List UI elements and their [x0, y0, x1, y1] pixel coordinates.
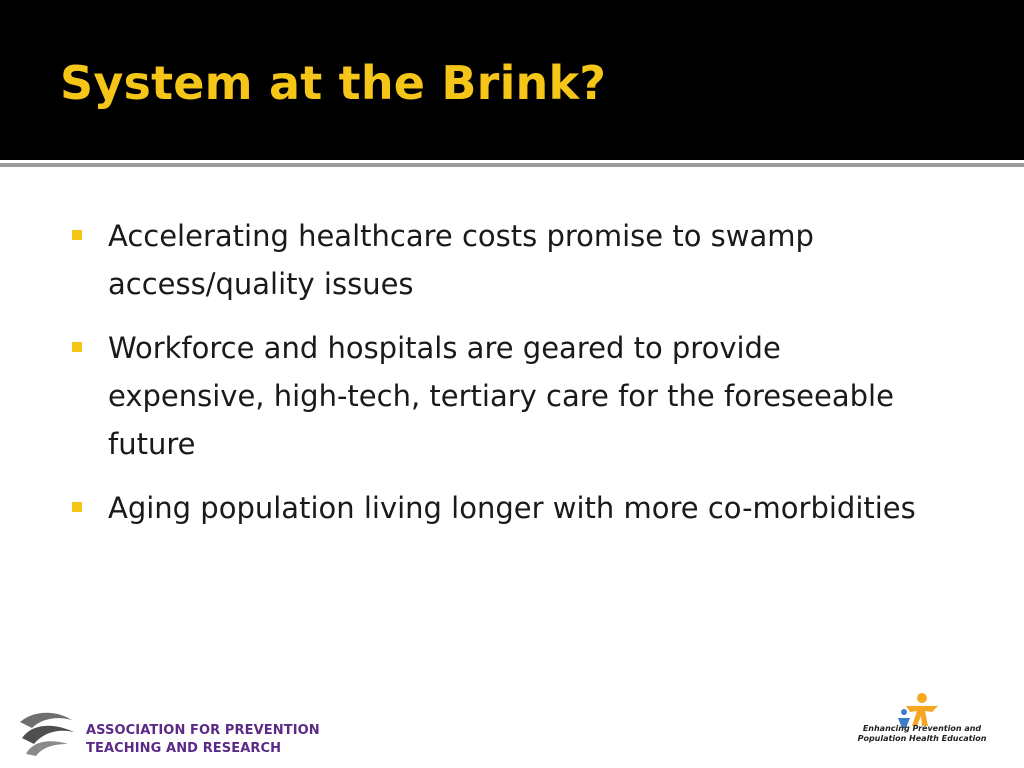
- ephe-footer-logo: [852, 690, 992, 756]
- slide-title: System at the Brink?: [60, 56, 607, 110]
- apt-org-line1: ASSOCIATION FOR PREVENTION: [86, 723, 320, 738]
- ephe-tagline: [852, 724, 992, 744]
- bullet-item: [72, 324, 932, 468]
- bullet-item: [72, 212, 932, 308]
- bullet-text: Workforce and hospitals are geared to provide expensive, high-tech, tertiary care for the foreseeable future: [108, 331, 894, 461]
- bullet-list: [72, 212, 932, 548]
- ephe-tagline-line2: Population Health Education: [857, 734, 987, 743]
- apt-swirl-logo: [16, 708, 78, 758]
- square-bullet-icon: [72, 230, 82, 240]
- apt-org-name: [86, 722, 320, 758]
- bullet-text: Aging population living longer with more co-morbidities: [108, 491, 916, 525]
- square-bullet-icon: [72, 342, 82, 352]
- ephe-tagline-line1: Enhancing Prevention and: [862, 724, 982, 733]
- title-divider-gray: [0, 163, 1024, 167]
- title-bar: [0, 0, 1024, 160]
- apt-footer-logo: [16, 708, 356, 758]
- bullet-item: [72, 484, 932, 532]
- bullet-text: Accelerating healthcare costs promise to swamp access/quality issues: [108, 219, 814, 301]
- square-bullet-icon: [72, 502, 82, 512]
- apt-org-line2: TEACHING AND RESEARCH: [86, 741, 282, 756]
